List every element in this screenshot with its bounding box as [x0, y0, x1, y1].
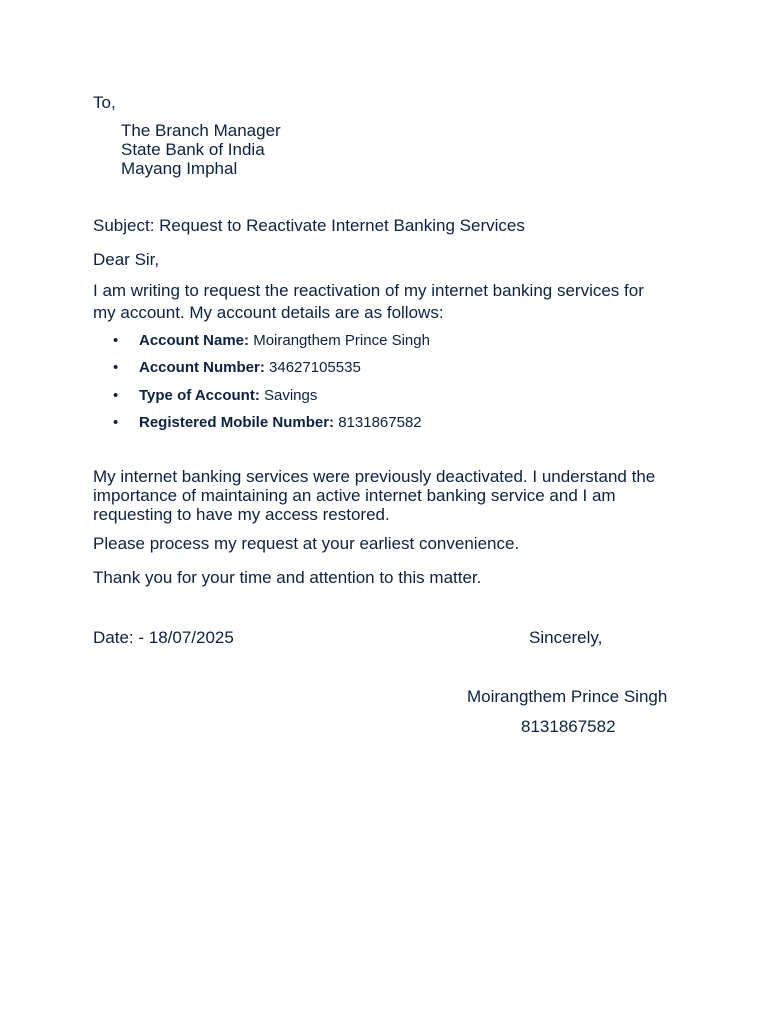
- body-line: importance of maintaining an active internet banking service and I am: [93, 486, 616, 505]
- detail-value: Savings: [264, 386, 318, 404]
- thanks-line: Thank you for your time and attention to this matter.: [93, 568, 482, 587]
- detail-value: Moirangthem Prince Singh: [253, 332, 430, 349]
- recipient-bank: State Bank of India: [121, 140, 265, 159]
- detail-label: Type of Account:: [139, 386, 260, 404]
- detail-value: 34627105535: [269, 359, 361, 377]
- account-details-list: [113, 331, 430, 440]
- intro-line: my account. My account details are as follows:: [93, 303, 444, 322]
- detail-value: 8131867582: [338, 413, 422, 431]
- body-line: My internet banking services were previously deactivated. I understand the: [93, 467, 656, 486]
- bullet-icon: •: [113, 332, 119, 349]
- bullet-icon: •: [113, 386, 119, 404]
- detail-item: [113, 358, 430, 385]
- signature-phone: 8131867582: [521, 717, 616, 736]
- body-line: requesting to have my access restored.: [93, 505, 390, 524]
- detail-label: Registered Mobile Number:: [139, 413, 335, 431]
- subject-line: Subject: Request to Reactivate Internet Banking Services: [93, 216, 525, 235]
- date-line: Date: - 18/07/2025: [93, 628, 234, 647]
- detail-item: [113, 386, 430, 413]
- recipient-branch: Mayang Imphal: [121, 159, 238, 178]
- bullet-icon: •: [113, 413, 119, 431]
- detail-item: [113, 413, 430, 440]
- request-line: Please process my request at your earliest convenience.: [93, 534, 520, 553]
- detail-label: Account Name:: [139, 332, 250, 349]
- detail-item: [113, 331, 430, 358]
- closing: Sincerely,: [529, 628, 603, 647]
- signature-name: Moirangthem Prince Singh: [467, 687, 668, 706]
- to-label: To,: [93, 93, 116, 112]
- greeting: Dear Sir,: [93, 250, 160, 269]
- detail-label: Account Number:: [139, 359, 265, 377]
- intro-line: I am writing to request the reactivation of my internet banking services for: [93, 281, 644, 300]
- bullet-icon: •: [113, 359, 119, 377]
- recipient-title: The Branch Manager: [121, 121, 281, 140]
